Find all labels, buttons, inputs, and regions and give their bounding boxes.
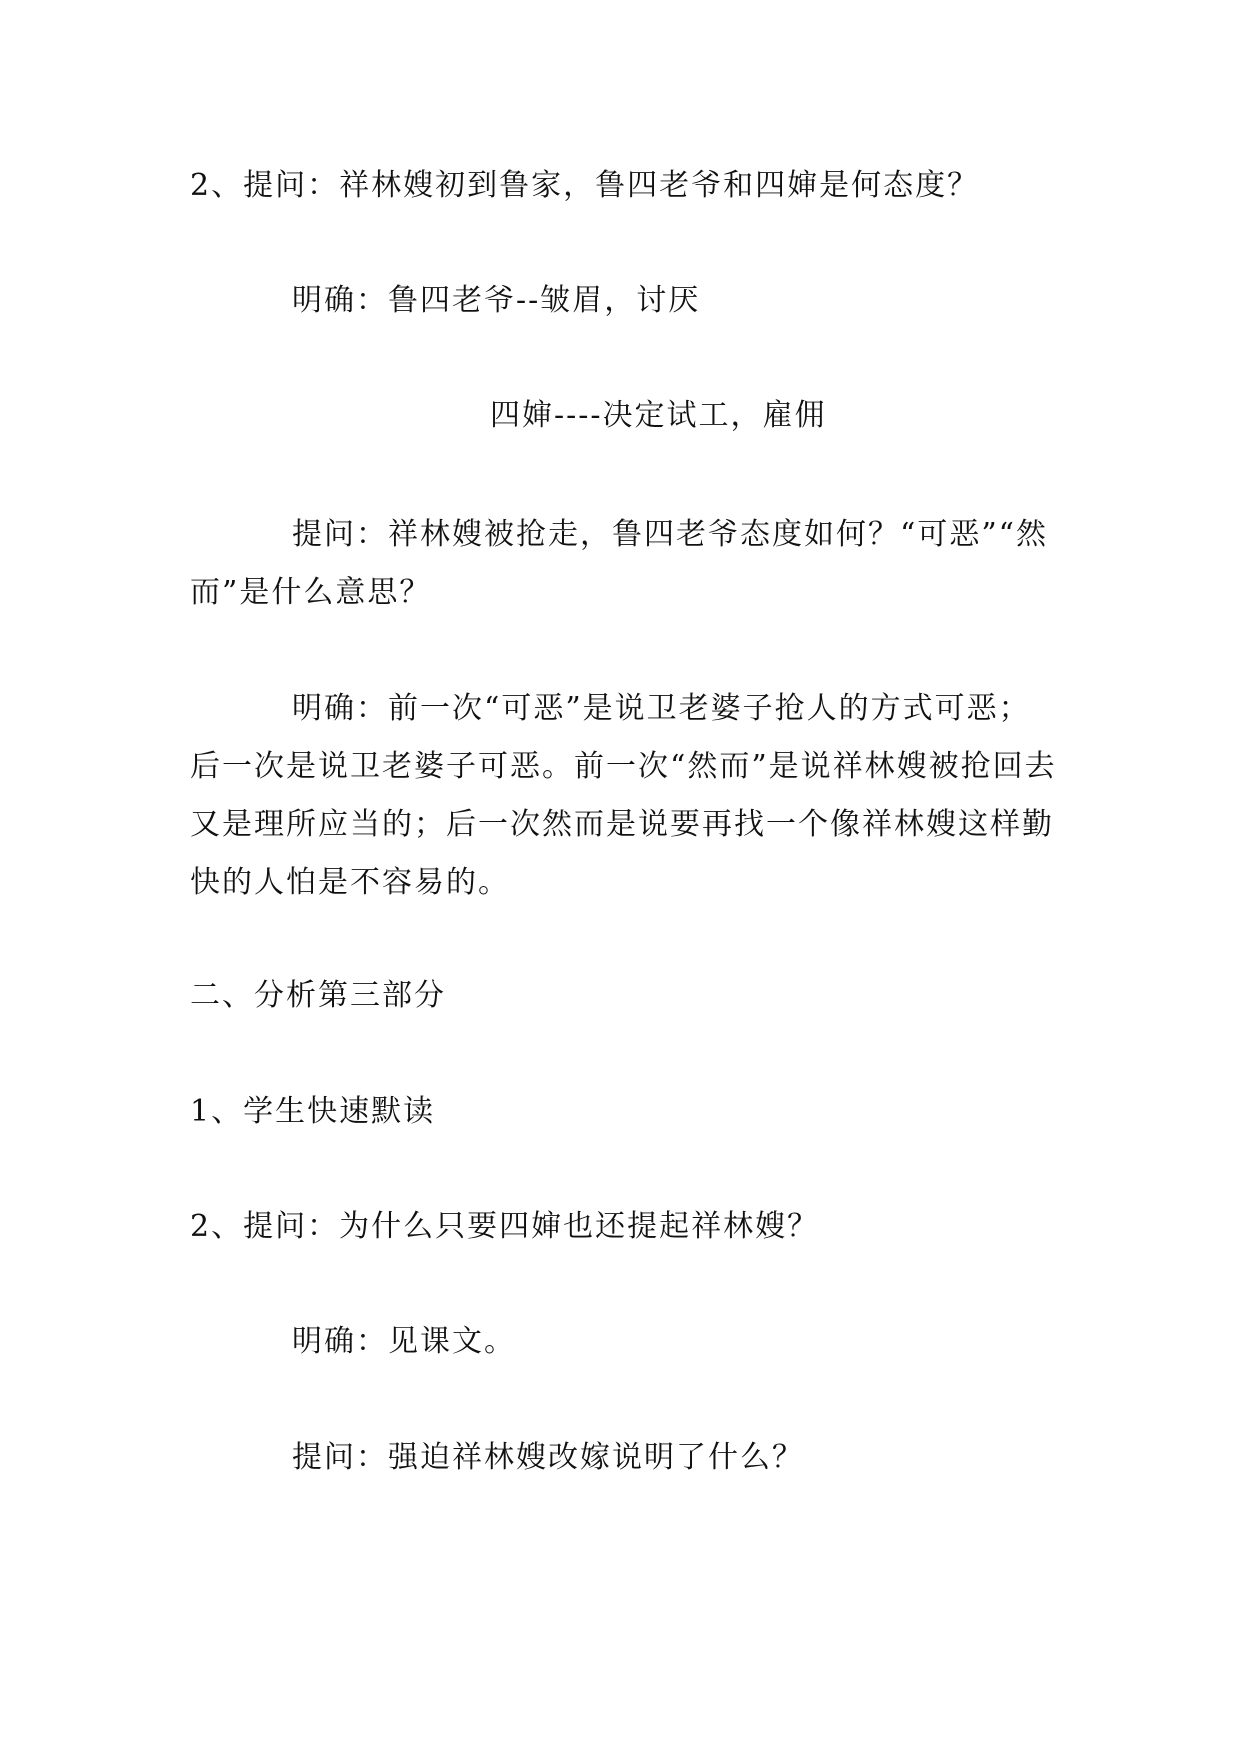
answer-lu-silao: 明确：鲁四老爷--皱眉，讨厌 (292, 283, 701, 318)
answer-taken-away: 明确：前一次“可恶”是说卫老婆子抢人的方式可恶；后一次是说卫老婆子可恶。前一次“然而”是说祥林嫂被抢回去又是理所应当的；后一次然而是说要再找一个像祥林嫂这样勤快的人怕是不容易的。 (190, 691, 1057, 900)
question-forced-remarriage: 提问：强迫祥林嫂改嫁说明了什么？ (292, 1440, 804, 1475)
answer-see-text: 明确：见课文。 (292, 1324, 516, 1359)
answer-four-aunt: 四婶----决定试工，雇佣 (490, 398, 827, 433)
question-taken-away: 提问：祥林嫂被抢走，鲁四老爷态度如何？“可恶”“然而”是什么意思？ (190, 517, 1049, 610)
step-1-silent-reading: 1、学生快速默读 (190, 1094, 436, 1129)
question-2-reception-attitude: 2、提问：祥林嫂初到鲁家，鲁四老爷和四婶是何态度？ (190, 168, 980, 203)
section-heading-part-three: 二、分析第三部分 (190, 978, 446, 1013)
question-2-why-mention: 2、提问：为什么只要四婶也还提起祥林嫂？ (190, 1209, 820, 1244)
